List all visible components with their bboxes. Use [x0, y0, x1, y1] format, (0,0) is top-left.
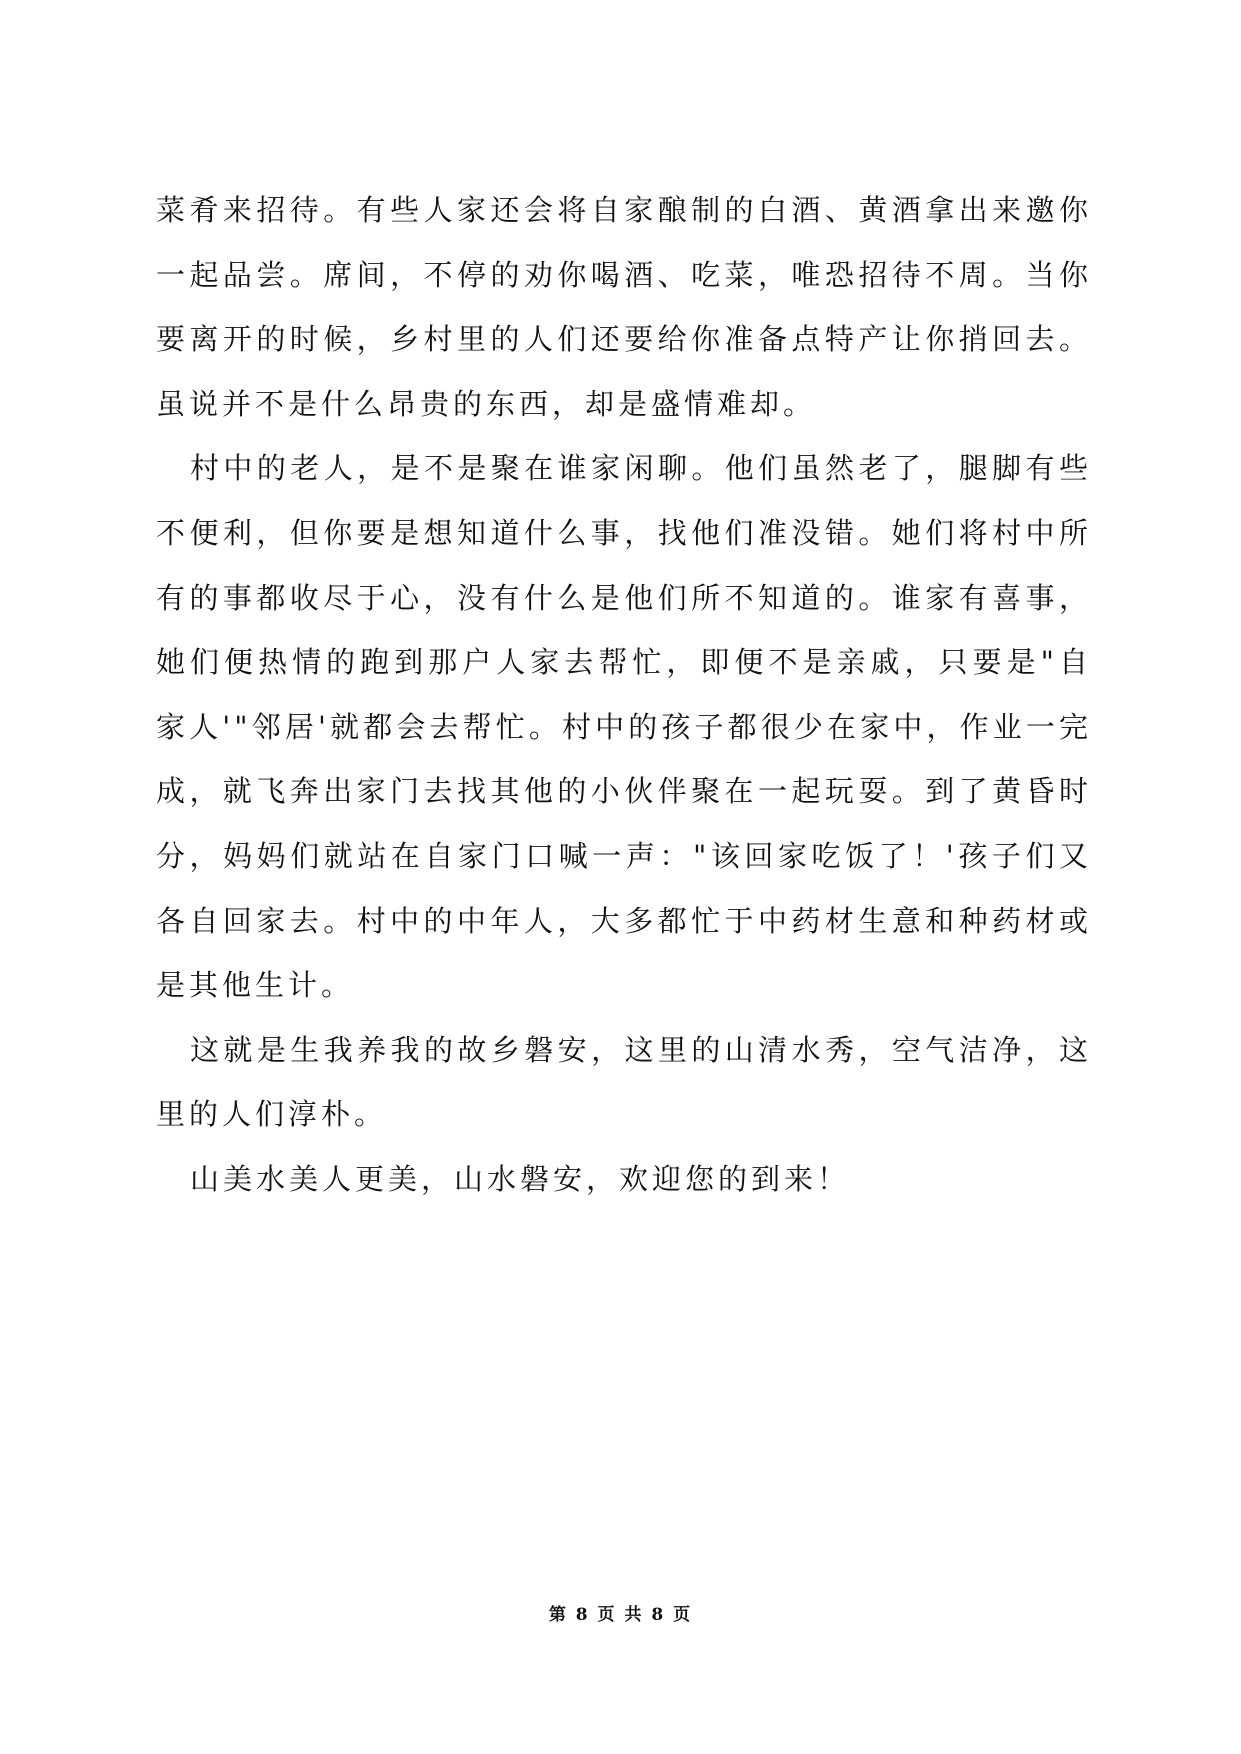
paragraph-welcome: 山美水美人更美，山水磐安，欢迎您的到来！: [190, 1161, 851, 1196]
page-number-footer: 第 8 页 共 8 页: [548, 1605, 693, 1625]
paragraph-hometown: 这就是生我养我的故乡磐安，这里的山清水秀，空气洁净，这里的人们淳朴。: [156, 1032, 1092, 1132]
paragraph-village-life: 村中的老人，是不是聚在谁家闲聊。他们虽然老了，腿脚有些不便利，但你要是想知道什么事，找他们准没错。她们将村中所有的事都收尽于心，没有什么是他们所不知道的。谁家有喜事，她们便热情的跑到那户人家去帮忙，即便不是亲戚，只要是"自家人'"邻居'就都会去帮忙。村中的孩子都很少在家中，作业一完成，就飞奔出家门去找其他的小伙伴聚在一起玩耍。到了黄昏时分，妈妈们就站在自家门口喊一声："该回家吃饭了！'孩子们又各自回家去。村中的中年人，大多都忙于中药材生意和种药材或是其他生计。: [156, 451, 1092, 1003]
paragraph-continuation: 菜肴来招待。有些人家还会将自家酿制的白酒、黄酒拿出来邀你一起品尝。席间，不停的劝你喝酒、吃菜，唯恐招待不周。当你要离开的时候，乡村里的人们还要给你准备点特产让你捎回去。虽说并不是什么昂贵的东西，却是盛情难却。: [156, 193, 1092, 421]
document-body: [156, 178, 1092, 1212]
